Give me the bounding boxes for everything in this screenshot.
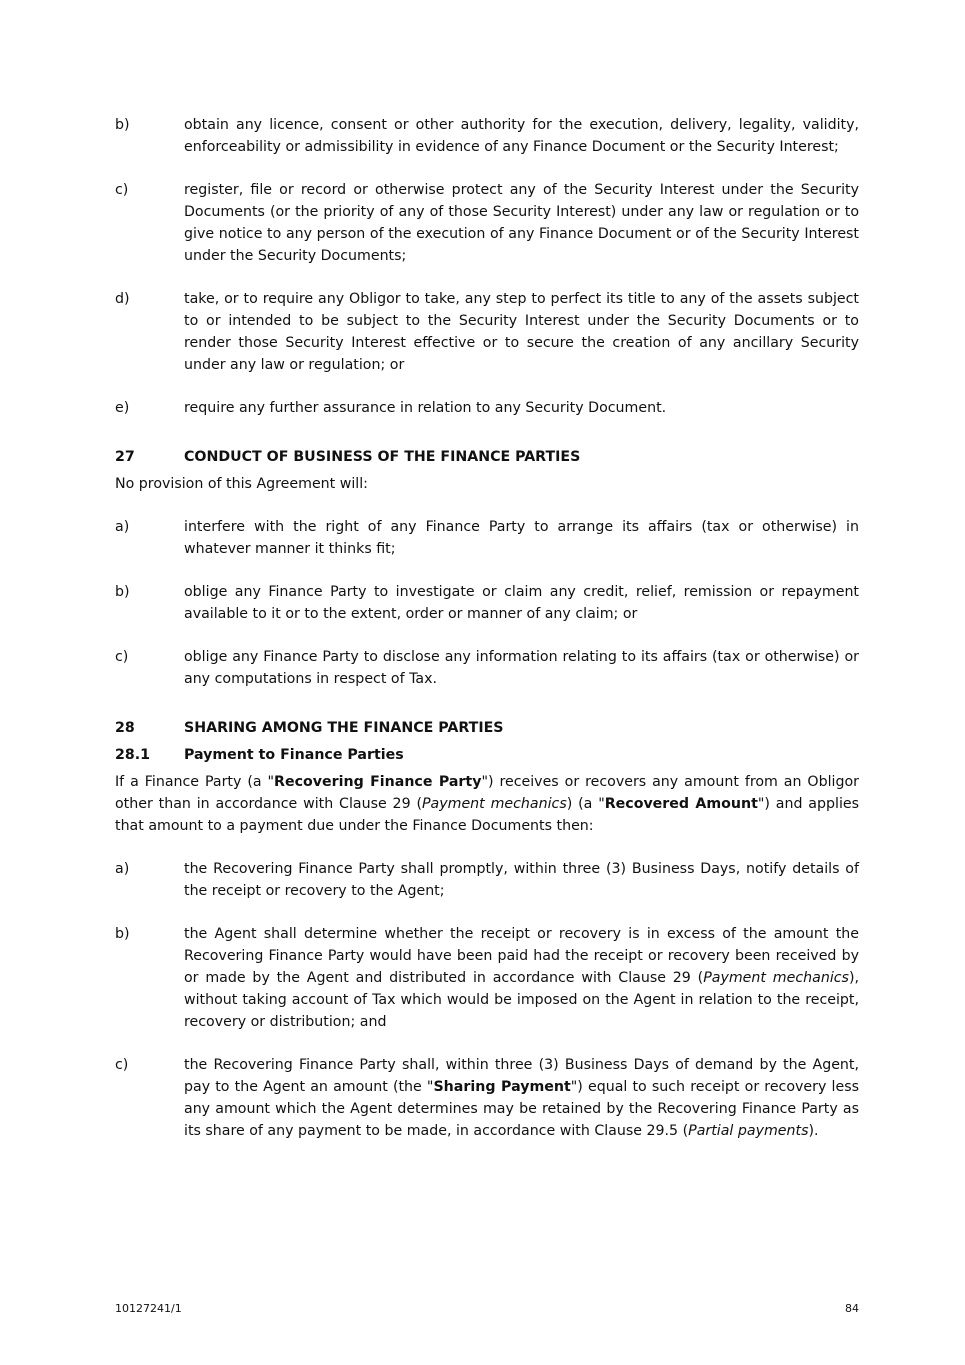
clause-title: Payment mechanics [703, 970, 849, 986]
item-label: b) [115, 584, 130, 600]
item-label: a) [115, 519, 130, 535]
item-text-part: the Recovering Finance Party shall, within three (3) Business Days of demand by the Agent, pay to the Agent an amount (the " [184, 1057, 859, 1095]
item-label: d) [115, 291, 130, 307]
item-text [184, 1054, 859, 1142]
document-reference: 10127241/1 [115, 1302, 182, 1315]
defined-term: Recovered Amount [604, 796, 758, 812]
section-heading-28 [115, 717, 859, 739]
item-text: oblige any Finance Party to disclose any information relating to its affairs (tax or otherwise) or any computations in respect of Tax. [184, 649, 859, 687]
item-text-part: the Agent shall determine whether the receipt or recovery is in excess of the amount the Recovering Finance Party would have been paid had the receipt or recovery been received by or made by the Agent and distributed in accordance with Clause 29 ( [184, 926, 859, 986]
section-intro: No provision of this Agreement will: [115, 476, 368, 492]
item-text: register, file or record or otherwise protect any of the Security Interest under the Security Documents (or the priority of any of those Security Interest) under any law or regulation or to give notice to any person of the execution of any Finance Document or of the Security Interest under the Security Documents; [184, 182, 859, 264]
section-number: 28 [115, 720, 135, 736]
item-text: interfere with the right of any Finance Party to arrange its affairs (tax or otherwise) in whatever manner it thinks fit; [184, 519, 859, 557]
item-label: a) [115, 861, 130, 877]
list-item [115, 581, 859, 625]
defined-term: Sharing Payment [433, 1079, 571, 1095]
section-title: CONDUCT OF BUSINESS OF THE FINANCE PARTIES [184, 449, 581, 465]
intro-text: ") and applies that amount to a payment due under the Finance Documents then: [115, 796, 860, 834]
intro-text: ) (a " [566, 796, 605, 812]
item-text-part: ), without taking account of Tax which would be imposed on the Agent in relation to the receipt, recovery or distribution; and [184, 970, 859, 1030]
intro-text: ") receives or recovers any amount from an Obligor other than in accordance with Clause 29 ( [115, 774, 859, 812]
clause-title: Payment mechanics [421, 796, 567, 812]
list-item [115, 516, 859, 560]
list-item [115, 1054, 859, 1142]
subsection-number: 28.1 [115, 747, 151, 763]
section-title: SHARING AMONG THE FINANCE PARTIES [184, 720, 504, 736]
item-label: c) [115, 649, 129, 665]
list-item [115, 114, 859, 158]
item-label: e) [115, 400, 130, 416]
item-label: b) [115, 117, 130, 133]
subsection-heading-28-1 [115, 744, 859, 766]
item-text: oblige any Finance Party to investigate or claim any credit, relief, remission or repayment available to it or to the extent, order or manner of any claim; or [184, 584, 859, 622]
item-text [184, 923, 859, 1033]
section-heading-27 [115, 446, 859, 468]
item-text: require any further assurance in relation to any Security Document. [184, 400, 667, 416]
page-content [115, 114, 859, 1163]
list-item [115, 923, 859, 1033]
section-number: 27 [115, 449, 135, 465]
item-text: obtain any licence, consent or other authority for the execution, delivery, legality, validity, enforceability or admissibility in evidence of any Finance Document or the Security Interest; [184, 117, 859, 155]
item-text-part: ). [808, 1123, 819, 1139]
list-item [115, 397, 859, 419]
subsection-title: Payment to Finance Parties [184, 747, 404, 763]
item-label: b) [115, 926, 130, 942]
item-text: the Recovering Finance Party shall promptly, within three (3) Business Days, notify details of the receipt or recovery to the Agent; [184, 861, 859, 899]
intro-text: If a Finance Party (a " [115, 774, 275, 790]
list-item [115, 646, 859, 690]
list-item [115, 288, 859, 376]
section-intro [115, 771, 859, 837]
defined-term: Recovering Finance Party [274, 774, 482, 790]
item-text: take, or to require any Obligor to take, any step to perfect its title to any of the assets subject to or intended to be subject to the Security Interest under the Security Documents or to render those Security Interest effective or to secure the creation of any ancillary Security under any law or regulation; or [184, 291, 859, 373]
list-item [115, 858, 859, 902]
item-text-part: ") equal to such receipt or recovery less any amount which the Agent determines may be retained by the Recovering Finance Party as its share of any payment to be made, in accordance with Clause 29.5 ( [184, 1079, 859, 1139]
list-item [115, 179, 859, 267]
item-label: c) [115, 1057, 129, 1073]
page-number: 84 [845, 1302, 859, 1315]
clause-title: Partial payments [688, 1123, 809, 1139]
item-label: c) [115, 182, 129, 198]
